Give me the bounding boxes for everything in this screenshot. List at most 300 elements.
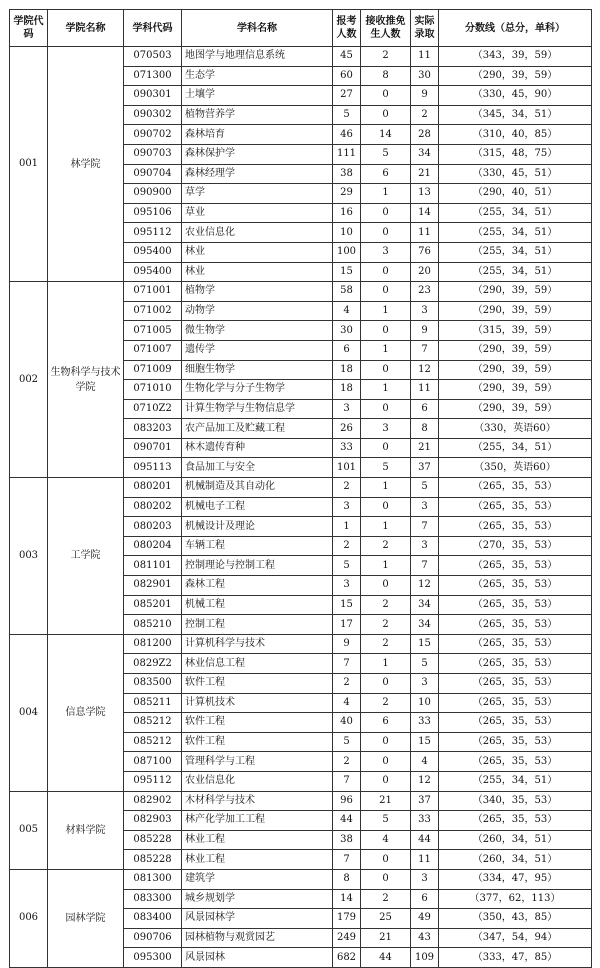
exempt-cell: 0 (361, 399, 411, 419)
admitted-cell: 8 (411, 419, 439, 439)
exempt-cell: 5 (361, 811, 411, 831)
admitted-cell: 34 (411, 595, 439, 615)
subject-name-cell: 草学 (182, 184, 333, 204)
exempt-cell: 8 (361, 66, 411, 86)
subject-name-cell: 车辆工程 (182, 536, 333, 556)
header-admitted: 实际录取 (411, 10, 439, 47)
score-line-cell: （265，35，53） (439, 811, 592, 831)
exempt-cell: 2 (361, 693, 411, 713)
subject-name-cell: 森林保护学 (182, 144, 333, 164)
table-row (10, 282, 592, 302)
subject-code-cell: 080203 (124, 517, 182, 537)
applicants-cell: 15 (333, 595, 361, 615)
subject-name-cell: 机械设计及理论 (182, 517, 333, 537)
college-code-cell: 004 (10, 634, 48, 791)
admitted-cell: 37 (411, 791, 439, 811)
admitted-cell: 5 (411, 478, 439, 498)
score-line-cell: （270，35，53） (439, 536, 592, 556)
score-line-cell: （377，62，113） (439, 889, 592, 909)
score-line-cell: （265，35，53） (439, 693, 592, 713)
subject-code-cell: 090702 (124, 125, 182, 145)
subject-name-cell: 控制工程 (182, 615, 333, 635)
subject-name-cell: 控制理论与控制工程 (182, 556, 333, 576)
subject-name-cell: 机械工程 (182, 595, 333, 615)
admitted-cell: 49 (411, 909, 439, 929)
applicants-cell: 3 (333, 576, 361, 596)
score-line-cell: （290，40，51） (439, 184, 592, 204)
applicants-cell: 4 (333, 301, 361, 321)
subject-name-cell: 动物学 (182, 301, 333, 321)
score-line-cell: （330，45，90） (439, 86, 592, 106)
score-line-cell: （265，35，53） (439, 732, 592, 752)
college-name-cell: 信息学院 (48, 634, 124, 791)
applicants-cell: 7 (333, 654, 361, 674)
subject-name-cell: 植物学 (182, 282, 333, 302)
table-row (10, 478, 592, 498)
subject-code-cell: 085210 (124, 615, 182, 635)
exempt-cell: 6 (361, 164, 411, 184)
subject-name-cell: 植物营养学 (182, 105, 333, 125)
subject-code-cell: 085228 (124, 850, 182, 870)
subject-code-cell: 071300 (124, 66, 182, 86)
exempt-cell: 1 (361, 654, 411, 674)
subject-name-cell: 食品加工与安全 (182, 458, 333, 478)
admitted-cell: 23 (411, 282, 439, 302)
score-line-cell: （290，39，59） (439, 380, 592, 400)
subject-code-cell: 071009 (124, 360, 182, 380)
score-line-cell: （265，35，53） (439, 497, 592, 517)
score-line-cell: （255，34，51） (439, 203, 592, 223)
applicants-cell: 179 (333, 909, 361, 929)
subject-code-cell: 071010 (124, 380, 182, 400)
score-line-cell: （255，34，51） (439, 223, 592, 243)
applicants-cell: 18 (333, 380, 361, 400)
applicants-cell: 10 (333, 223, 361, 243)
admitted-cell: 13 (411, 184, 439, 204)
score-line-cell: （265，35，53） (439, 478, 592, 498)
subject-name-cell: 软件工程 (182, 732, 333, 752)
applicants-cell: 3 (333, 399, 361, 419)
exempt-cell: 2 (361, 536, 411, 556)
admitted-cell: 7 (411, 556, 439, 576)
exempt-cell: 1 (361, 184, 411, 204)
subject-code-cell: 095400 (124, 262, 182, 282)
applicants-cell: 58 (333, 282, 361, 302)
admitted-cell: 15 (411, 732, 439, 752)
score-line-cell: （290，39，59） (439, 282, 592, 302)
admitted-cell: 109 (411, 948, 439, 968)
admitted-cell: 12 (411, 576, 439, 596)
subject-name-cell: 计算机科学与技术 (182, 634, 333, 654)
exempt-cell: 1 (361, 340, 411, 360)
subject-name-cell: 计算机技术 (182, 693, 333, 713)
applicants-cell: 16 (333, 203, 361, 223)
subject-code-cell: 080204 (124, 536, 182, 556)
exempt-cell: 0 (361, 771, 411, 791)
subject-code-cell: 071001 (124, 282, 182, 302)
subject-name-cell: 草业 (182, 203, 333, 223)
score-line-cell: （345，34，51） (439, 105, 592, 125)
subject-name-cell: 林木遗传育种 (182, 438, 333, 458)
score-line-cell: （347，54，94） (439, 928, 592, 948)
score-line-cell: （255，34，51） (439, 438, 592, 458)
college-code-cell: 003 (10, 478, 48, 635)
score-line-cell: （265，35，53） (439, 713, 592, 733)
score-line-cell: （265，35，53） (439, 576, 592, 596)
exempt-cell: 0 (361, 576, 411, 596)
exempt-cell: 14 (361, 125, 411, 145)
exempt-cell: 1 (361, 517, 411, 537)
applicants-cell: 18 (333, 360, 361, 380)
subject-name-cell: 风景园林 (182, 948, 333, 968)
admitted-cell: 34 (411, 615, 439, 635)
admitted-cell: 33 (411, 811, 439, 831)
admitted-cell: 3 (411, 869, 439, 889)
admitted-cell: 11 (411, 47, 439, 67)
exempt-cell: 0 (361, 732, 411, 752)
exempt-cell: 2 (361, 615, 411, 635)
score-line-cell: （265，35，53） (439, 556, 592, 576)
subject-code-cell: 083300 (124, 889, 182, 909)
header-row (10, 10, 592, 47)
score-line-cell: （343，39，59） (439, 47, 592, 67)
admitted-cell: 44 (411, 830, 439, 850)
subject-name-cell: 农业信息化 (182, 771, 333, 791)
subject-code-cell: 071005 (124, 321, 182, 341)
subject-name-cell: 细胞生物学 (182, 360, 333, 380)
applicants-cell: 15 (333, 262, 361, 282)
header-subject-name: 学科名称 (182, 10, 333, 47)
applicants-cell: 38 (333, 830, 361, 850)
applicants-cell: 5 (333, 556, 361, 576)
applicants-cell: 100 (333, 242, 361, 262)
score-line-cell: （260，34，51） (439, 830, 592, 850)
subject-code-cell: 071002 (124, 301, 182, 321)
subject-code-cell: 085211 (124, 693, 182, 713)
score-line-cell: （334，47，95） (439, 869, 592, 889)
admitted-cell: 21 (411, 164, 439, 184)
admitted-cell: 76 (411, 242, 439, 262)
admitted-cell: 3 (411, 497, 439, 517)
subject-code-cell: 0710Z2 (124, 399, 182, 419)
exempt-cell: 2 (361, 595, 411, 615)
applicants-cell: 7 (333, 771, 361, 791)
exempt-cell: 0 (361, 86, 411, 106)
subject-name-cell: 管理科学与工程 (182, 752, 333, 772)
admitted-cell: 20 (411, 262, 439, 282)
subject-name-cell: 软件工程 (182, 713, 333, 733)
header-college-code: 学院代码 (10, 10, 48, 47)
score-line-cell: （350，43，85） (439, 909, 592, 929)
exempt-cell: 0 (361, 321, 411, 341)
college-code-cell: 001 (10, 47, 48, 282)
subject-code-cell: 083400 (124, 909, 182, 929)
applicants-cell: 2 (333, 478, 361, 498)
subject-name-cell: 林业工程 (182, 830, 333, 850)
applicants-cell: 46 (333, 125, 361, 145)
subject-code-cell: 095300 (124, 948, 182, 968)
score-line-cell: （310，40，85） (439, 125, 592, 145)
table-body (10, 47, 592, 968)
applicants-cell: 5 (333, 732, 361, 752)
admitted-cell: 30 (411, 66, 439, 86)
subject-name-cell: 木材科学与技术 (182, 791, 333, 811)
college-name-cell: 生物科学与技术学院 (48, 282, 124, 478)
admitted-cell: 28 (411, 125, 439, 145)
admitted-cell: 12 (411, 771, 439, 791)
applicants-cell: 26 (333, 419, 361, 439)
score-line-cell: （333，47，85） (439, 948, 592, 968)
admitted-cell: 6 (411, 889, 439, 909)
score-line-cell: （265，35，53） (439, 752, 592, 772)
subject-name-cell: 森林培育 (182, 125, 333, 145)
score-line-cell: （255，34，51） (439, 262, 592, 282)
exempt-cell: 0 (361, 497, 411, 517)
admitted-cell: 21 (411, 438, 439, 458)
applicants-cell: 40 (333, 713, 361, 733)
admission-score-table (9, 9, 592, 968)
college-code-cell: 002 (10, 282, 48, 478)
admitted-cell: 9 (411, 321, 439, 341)
header-college-name: 学院名称 (48, 10, 124, 47)
applicants-cell: 14 (333, 889, 361, 909)
exempt-cell: 2 (361, 889, 411, 909)
admitted-cell: 2 (411, 105, 439, 125)
applicants-cell: 8 (333, 869, 361, 889)
exempt-cell: 1 (361, 556, 411, 576)
subject-code-cell: 085228 (124, 830, 182, 850)
exempt-cell: 0 (361, 282, 411, 302)
score-line-cell: （330，英语60） (439, 419, 592, 439)
applicants-cell: 27 (333, 86, 361, 106)
subject-name-cell: 地图学与地理信息系统 (182, 47, 333, 67)
subject-code-cell: 083203 (124, 419, 182, 439)
score-line-cell: （255，34，51） (439, 771, 592, 791)
admitted-cell: 3 (411, 301, 439, 321)
applicants-cell: 6 (333, 340, 361, 360)
applicants-cell: 5 (333, 105, 361, 125)
admitted-cell: 3 (411, 536, 439, 556)
subject-code-cell: 090301 (124, 86, 182, 106)
table-row (10, 791, 592, 811)
exempt-cell: 2 (361, 634, 411, 654)
applicants-cell: 3 (333, 497, 361, 517)
score-line-cell: （265，35，53） (439, 654, 592, 674)
applicants-cell: 101 (333, 458, 361, 478)
score-line-cell: （260，34，51） (439, 850, 592, 870)
applicants-cell: 9 (333, 634, 361, 654)
exempt-cell: 1 (361, 478, 411, 498)
admitted-cell: 43 (411, 928, 439, 948)
exempt-cell: 44 (361, 948, 411, 968)
applicants-cell: 45 (333, 47, 361, 67)
exempt-cell: 0 (361, 203, 411, 223)
subject-code-cell: 090706 (124, 928, 182, 948)
subject-code-cell: 083500 (124, 674, 182, 694)
subject-code-cell: 085212 (124, 732, 182, 752)
applicants-cell: 682 (333, 948, 361, 968)
subject-name-cell: 森林工程 (182, 576, 333, 596)
applicants-cell: 2 (333, 674, 361, 694)
exempt-cell: 0 (361, 438, 411, 458)
college-name-cell: 园林学院 (48, 869, 124, 967)
score-line-cell: （265，35，53） (439, 634, 592, 654)
applicants-cell: 44 (333, 811, 361, 831)
college-name-cell: 林学院 (48, 47, 124, 282)
subject-code-cell: 085212 (124, 713, 182, 733)
subject-name-cell: 建筑学 (182, 869, 333, 889)
applicants-cell: 111 (333, 144, 361, 164)
applicants-cell: 33 (333, 438, 361, 458)
header-applicants: 报考人数 (333, 10, 361, 47)
score-line-cell: （340，35，53） (439, 791, 592, 811)
exempt-cell: 21 (361, 928, 411, 948)
subject-name-cell: 城乡规划学 (182, 889, 333, 909)
subject-name-cell: 生态学 (182, 66, 333, 86)
subject-code-cell: 080201 (124, 478, 182, 498)
table-row (10, 47, 592, 67)
header-exempt: 接收推免生人数 (361, 10, 411, 47)
applicants-cell: 38 (333, 164, 361, 184)
subject-code-cell: 090704 (124, 164, 182, 184)
score-line-cell: （265，35，53） (439, 674, 592, 694)
subject-code-cell: 090703 (124, 144, 182, 164)
applicants-cell: 60 (333, 66, 361, 86)
subject-code-cell: 080202 (124, 497, 182, 517)
subject-name-cell: 遗传学 (182, 340, 333, 360)
exempt-cell: 25 (361, 909, 411, 929)
subject-code-cell: 0829Z2 (124, 654, 182, 674)
subject-name-cell: 风景园林学 (182, 909, 333, 929)
subject-name-cell: 林业 (182, 242, 333, 262)
admitted-cell: 7 (411, 517, 439, 537)
subject-code-cell: 082902 (124, 791, 182, 811)
applicants-cell: 96 (333, 791, 361, 811)
subject-code-cell: 070503 (124, 47, 182, 67)
admission-table-sheet (9, 9, 592, 968)
admitted-cell: 34 (411, 144, 439, 164)
subject-code-cell: 095112 (124, 771, 182, 791)
subject-code-cell: 087100 (124, 752, 182, 772)
applicants-cell: 4 (333, 693, 361, 713)
exempt-cell: 3 (361, 242, 411, 262)
subject-code-cell: 081300 (124, 869, 182, 889)
applicants-cell: 249 (333, 928, 361, 948)
subject-name-cell: 林业 (182, 262, 333, 282)
score-line-cell: （255，34，51） (439, 242, 592, 262)
applicants-cell: 1 (333, 517, 361, 537)
admitted-cell: 7 (411, 340, 439, 360)
exempt-cell: 2 (361, 47, 411, 67)
score-line-cell: （350，英语60） (439, 458, 592, 478)
subject-code-cell: 081101 (124, 556, 182, 576)
admitted-cell: 15 (411, 634, 439, 654)
applicants-cell: 7 (333, 850, 361, 870)
admitted-cell: 12 (411, 360, 439, 380)
subject-name-cell: 林业工程 (182, 850, 333, 870)
admitted-cell: 33 (411, 713, 439, 733)
table-row (10, 869, 592, 889)
exempt-cell: 1 (361, 380, 411, 400)
admitted-cell: 11 (411, 223, 439, 243)
subject-code-cell: 090900 (124, 184, 182, 204)
admitted-cell: 11 (411, 850, 439, 870)
admitted-cell: 37 (411, 458, 439, 478)
admitted-cell: 6 (411, 399, 439, 419)
applicants-cell: 30 (333, 321, 361, 341)
exempt-cell: 0 (361, 850, 411, 870)
admitted-cell: 4 (411, 752, 439, 772)
subject-name-cell: 软件工程 (182, 674, 333, 694)
subject-code-cell: 085201 (124, 595, 182, 615)
subject-name-cell: 园林植物与观赏园艺 (182, 928, 333, 948)
subject-name-cell: 农业信息化 (182, 223, 333, 243)
exempt-cell: 5 (361, 458, 411, 478)
admitted-cell: 10 (411, 693, 439, 713)
college-name-cell: 工学院 (48, 478, 124, 635)
subject-name-cell: 机械制造及其自动化 (182, 478, 333, 498)
subject-code-cell: 095113 (124, 458, 182, 478)
exempt-cell: 0 (361, 869, 411, 889)
score-line-cell: （265，35，53） (439, 615, 592, 635)
admitted-cell: 5 (411, 654, 439, 674)
subject-name-cell: 生物化学与分子生物学 (182, 380, 333, 400)
header-subject-code: 学科代码 (124, 10, 182, 47)
subject-name-cell: 农产品加工及贮藏工程 (182, 419, 333, 439)
admitted-cell: 9 (411, 86, 439, 106)
subject-name-cell: 微生物学 (182, 321, 333, 341)
admitted-cell: 11 (411, 380, 439, 400)
score-line-cell: （290，39，59） (439, 340, 592, 360)
exempt-cell: 4 (361, 830, 411, 850)
exempt-cell: 0 (361, 262, 411, 282)
exempt-cell: 3 (361, 419, 411, 439)
subject-code-cell: 081200 (124, 634, 182, 654)
subject-code-cell: 090701 (124, 438, 182, 458)
score-line-cell: （330，45，51） (439, 164, 592, 184)
exempt-cell: 0 (361, 674, 411, 694)
exempt-cell: 0 (361, 223, 411, 243)
applicants-cell: 2 (333, 752, 361, 772)
college-code-cell: 006 (10, 869, 48, 967)
subject-code-cell: 095112 (124, 223, 182, 243)
subject-name-cell: 计算生物学与生物信息学 (182, 399, 333, 419)
score-line-cell: （290，39，59） (439, 399, 592, 419)
score-line-cell: （265，35，53） (439, 517, 592, 537)
admitted-cell: 3 (411, 674, 439, 694)
score-line-cell: （265，35，53） (439, 595, 592, 615)
college-code-cell: 005 (10, 791, 48, 869)
applicants-cell: 17 (333, 615, 361, 635)
exempt-cell: 0 (361, 752, 411, 772)
score-line-cell: （290，39，59） (439, 360, 592, 380)
header-score-line: 分数线（总分，单科） (439, 10, 592, 47)
exempt-cell: 0 (361, 360, 411, 380)
subject-name-cell: 林产化学加工工程 (182, 811, 333, 831)
subject-name-cell: 森林经理学 (182, 164, 333, 184)
score-line-cell: （290，39，59） (439, 66, 592, 86)
table-row (10, 634, 592, 654)
exempt-cell: 6 (361, 713, 411, 733)
applicants-cell: 2 (333, 536, 361, 556)
score-line-cell: （290，39，59） (439, 301, 592, 321)
college-name-cell: 材料学院 (48, 791, 124, 869)
subject-code-cell: 095400 (124, 242, 182, 262)
subject-name-cell: 土壤学 (182, 86, 333, 106)
subject-code-cell: 095106 (124, 203, 182, 223)
exempt-cell: 5 (361, 144, 411, 164)
exempt-cell: 21 (361, 791, 411, 811)
